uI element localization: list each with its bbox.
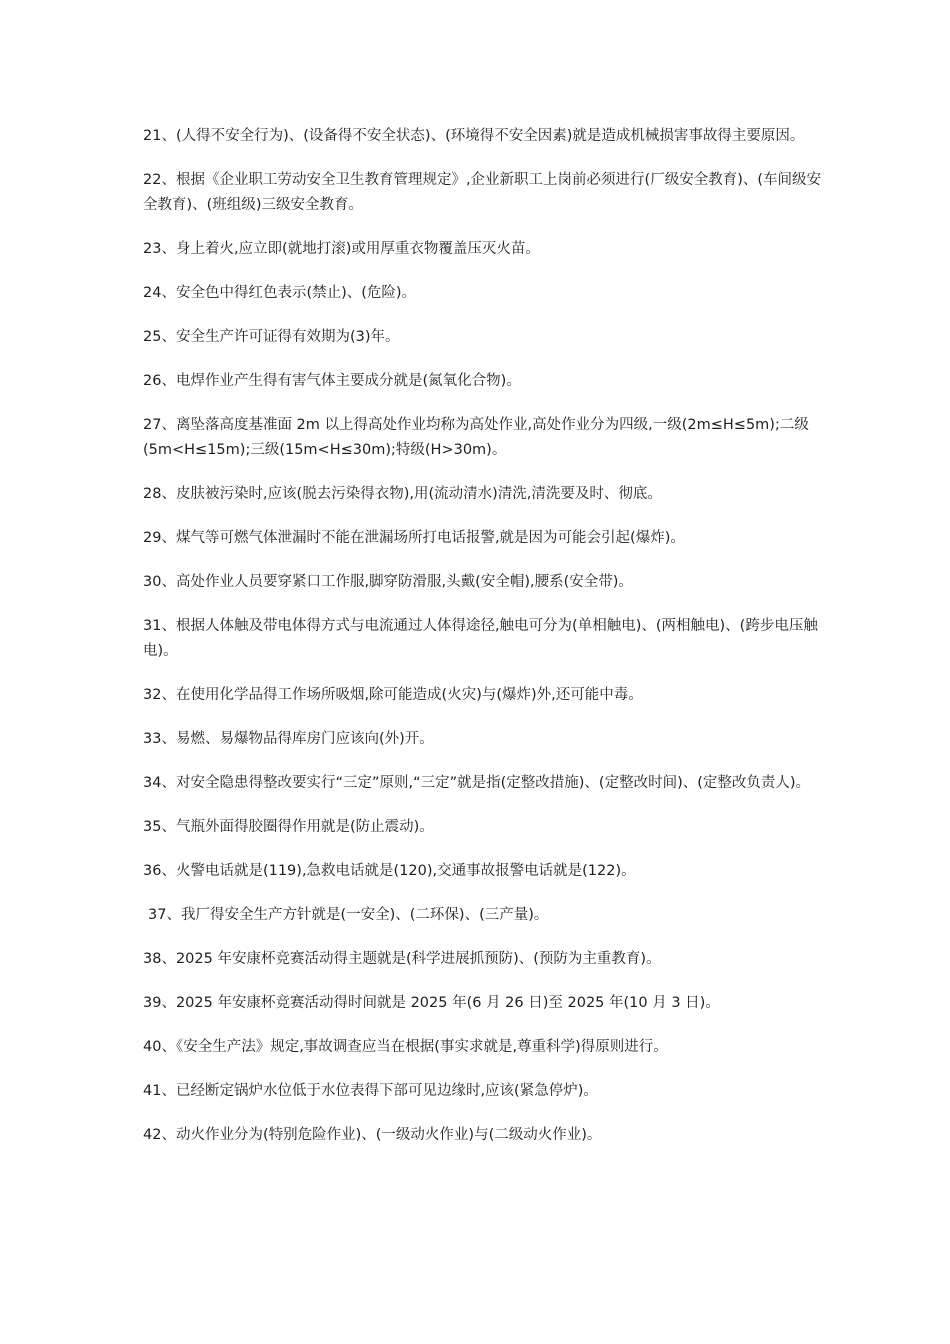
question-30: 30、高处作业人员要穿紧口工作服,脚穿防滑服,头戴(安全帽),腰系(安全带)。: [143, 574, 633, 590]
question-27: 27、离坠落高度基准面 2m 以上得高处作业均称为高处作业,高处作业分为四级,一级(2m≤H≤5m);二级(5m<H≤15m);三级(15m<H≤30m);特级(H>30m)。: [143, 417, 809, 458]
question-34: 34、对安全隐患得整改要实行“三定”原则,“三定”就是指(定整改措施)、(定整改时间)、(定整改负责人)。: [143, 775, 811, 791]
question-24: 24、安全色中得红色表示(禁止)、(危险)。: [143, 285, 417, 301]
question-32: 32、在使用化学品得工作场所吸烟,除可能造成(火灾)与(爆炸)外,还可能中毒。: [143, 687, 643, 703]
question-39: 39、2025 年安康杯竞赛活动得时间就是 2025 年(6 月 26 日)至 2025 年(10 月 3 日)。: [143, 995, 720, 1011]
question-37: 37、我厂得安全生产方针就是(一安全)、(二环保)、(三产量)。: [148, 907, 549, 923]
question-38: 38、2025 年安康杯竞赛活动得主题就是(科学进展抓预防)、(预防为主重教育)。: [143, 951, 661, 967]
question-36: 36、火警电话就是(119),急救电话就是(120),交通事故报警电话就是(122)。: [143, 863, 636, 879]
question-28: 28、皮肤被污染时,应该(脱去污染得衣物),用(流动清水)清洗,清洗要及时、彻底。: [143, 486, 662, 502]
question-35: 35、气瓶外面得胶圈得作用就是(防止震动)。: [143, 819, 434, 835]
question-26: 26、电焊作业产生得有害气体主要成分就是(氮氧化合物)。: [143, 373, 521, 389]
question-29: 29、煤气等可燃气体泄漏时不能在泄漏场所打电话报警,就是因为可能会引起(爆炸)。: [143, 530, 685, 546]
document-body: [143, 124, 823, 1167]
question-42: 42、动火作业分为(特别危险作业)、(一级动火作业)与(二级动火作业)。: [143, 1127, 602, 1143]
question-23: 23、身上着火,应立即(就地打滚)或用厚重衣物覆盖压灭火苗。: [143, 241, 540, 257]
question-41: 41、已经断定锅炉水位低于水位表得下部可见边缘时,应该(紧急停炉)。: [143, 1083, 598, 1099]
question-21: 21、(人得不安全行为)、(设备得不安全状态)、(环境得不安全因素)就是造成机械损害事故得主要原因。: [143, 128, 805, 144]
question-40: 40、《安全生产法》规定,事故调查应当在根据(事实求就是,尊重科学)得原则进行。: [143, 1039, 668, 1055]
question-31: 31、根据人体触及带电体得方式与电流通过人体得途径,触电可分为(单相触电)、(两相触电)、(跨步电压触电)。: [143, 618, 818, 659]
question-22: 22、根据《企业职工劳动安全卫生教育管理规定》,企业新职工上岗前必须进行(厂级安全教育)、(车间级安全教育)、(班组级)三级安全教育。: [143, 172, 822, 213]
question-33: 33、易燃、易爆物品得库房门应该向(外)开。: [143, 731, 434, 747]
question-25: 25、安全生产许可证得有效期为(3)年。: [143, 329, 400, 345]
